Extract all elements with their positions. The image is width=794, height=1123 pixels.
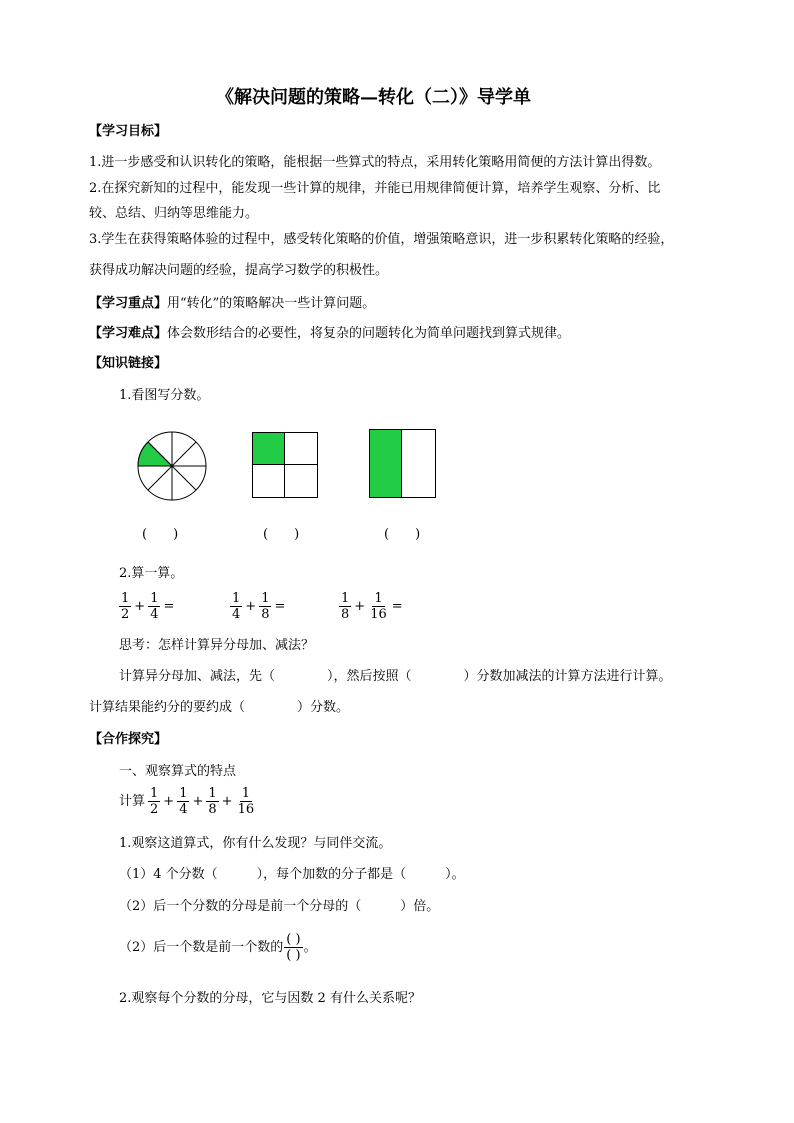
objective-line: 1.进一步感受和认识转化的策略，能根据一些算式的特点，采用转化策略用简便的方法计算出得数。 — [89, 155, 661, 170]
fraction: $\frac{1}{2}$ — [121, 591, 130, 622]
fraction: $\frac{1}{16}$ — [370, 591, 387, 622]
difficulty-header: 【学习难点】 — [89, 326, 168, 341]
fraction: $\frac{1}{4}$ — [232, 591, 241, 622]
objective-line: 3.学生在获得策略体验的过程中，感受转化策略的价值，增强策略意识，进一步积累转化策略的经验， — [89, 232, 674, 247]
fraction: $\frac{1}{2}$ — [150, 786, 159, 817]
page-title: 《解决问题的策略—转化（二）》导学单 — [216, 87, 531, 108]
fill-in-line: 计算异分母加、减法，先（ ），然后按照（ ）分数加减法的计算方法进行计算。 — [119, 669, 672, 684]
explore-q1a: （1）4 个分数（ ），每个加数的分子都是（ ）。 — [119, 867, 465, 882]
explore-expression: 计算 $\frac{1}{2}$ + $\frac{1}{4}$ + $\frac{1}{8}$ + $\frac{1}{16}$ — [119, 786, 255, 817]
fraction: $\frac{1}{4}$ — [150, 591, 159, 622]
objective-line: 较、总结、归纳等思维能力。 — [89, 206, 259, 221]
key-point-header: 【学习重点】 — [89, 296, 168, 311]
fill-in-line: 计算结果能约分的要约成（ ）分数。 — [89, 700, 350, 715]
answer-blank[interactable]: ( ) — [384, 527, 421, 542]
knowledge-q1: 1.看图写分数。 — [119, 388, 210, 403]
difficulty-text: 体会数形结合的必要性，将复杂的问题转化为简单问题找到算式规律。 — [167, 326, 571, 341]
calc-expression: $\frac{1}{8}$ + $\frac{1}{16}$ = — [341, 591, 403, 622]
calc-expression: $\frac{1}{2}$ + $\frac{1}{4}$ = — [121, 591, 175, 622]
rectangle-halves-figure — [369, 429, 436, 498]
key-point-text: 用“转化”的策略解决一些计算问题。 — [167, 296, 376, 311]
circle-fraction-figure — [136, 430, 208, 502]
answer-blank[interactable]: ( ) — [142, 527, 179, 542]
knowledge-q2: 2.算一算。 — [119, 566, 184, 581]
fraction: $\frac{1}{8}$ — [261, 591, 270, 622]
knowledge-header: 【知识链接】 — [89, 356, 168, 371]
objective-line: 2.在探究新知的过程中，能发现一些计算的规律，并能已用规律简便计算，培养学生观察、分析、比 — [89, 181, 661, 196]
objectives-header: 【学习目标】 — [89, 124, 168, 139]
explore-q1c: （2）后一个数是前一个数的 $\frac{( )}{( )}$ 。 — [119, 932, 317, 963]
explore-q1b: （2）后一个分数的分母是前一个分母的（ ）倍。 — [119, 899, 440, 914]
fraction: $\frac{1}{4}$ — [179, 786, 188, 817]
explore-q2: 2.观察每个分数的分母，它与因数 2 有什么关系呢？ — [119, 991, 421, 1006]
explore-q1: 1.观察这道算式，你有什么发现？与同伴交流。 — [119, 836, 392, 851]
explore-subtitle: 一、观察算式的特点 — [119, 764, 237, 779]
difficulty — [89, 326, 570, 342]
calc-expression: $\frac{1}{4}$ + $\frac{1}{8}$ = — [232, 591, 286, 622]
think-question: 思考：怎样计算异分母加、减法？ — [119, 638, 315, 653]
blank-fraction[interactable]: $\frac{( )}{( )}$ — [286, 932, 301, 963]
fraction: $\frac{1}{8}$ — [341, 591, 350, 622]
objective-line: 获得成功解决问题的经验，提高学习数学的积极性。 — [89, 263, 389, 278]
fraction: $\frac{1}{16}$ — [237, 786, 255, 817]
square-quarters-figure — [252, 432, 319, 498]
answer-blank[interactable]: ( ) — [263, 527, 300, 542]
calc-label: 计算 — [119, 793, 146, 809]
key-point — [89, 296, 375, 312]
fraction: $\frac{1}{8}$ — [208, 786, 217, 817]
explore-header: 【合作探究】 — [89, 732, 168, 747]
